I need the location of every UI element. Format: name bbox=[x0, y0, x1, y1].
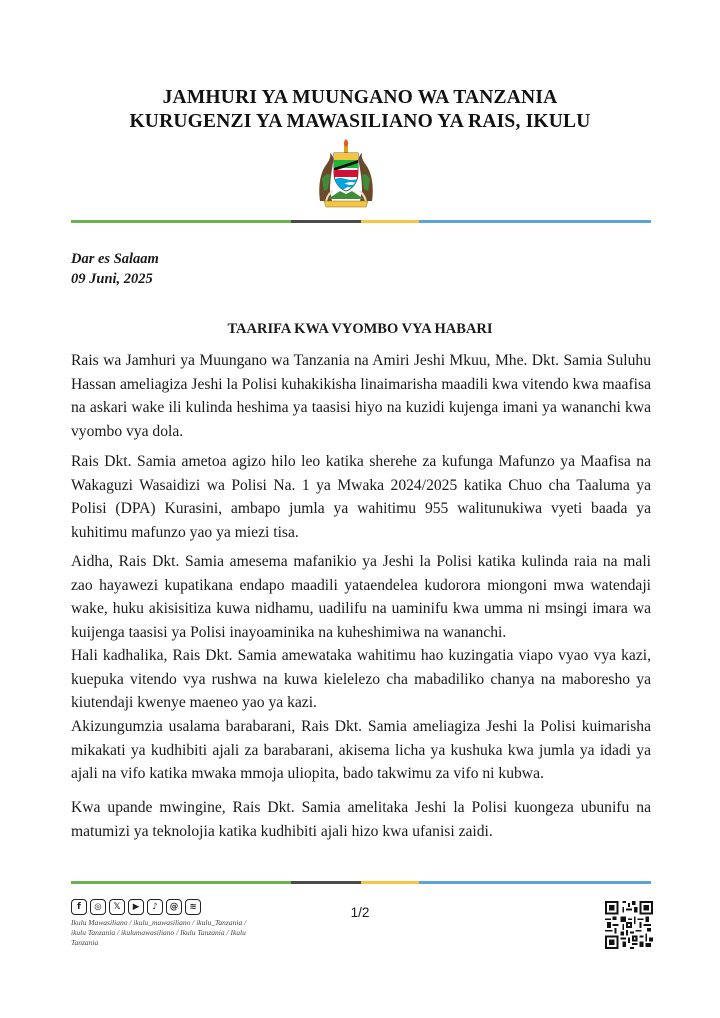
youtube-icon[interactable]: ▶ bbox=[128, 899, 144, 915]
paragraph: Kwa upande mwingine, Rais Dkt. Samia amelitaka Jeshi la Polisi kuongeza ubunifu na matumizi ya teknolojia katika kudhibiti ajali hizo kwa ufanisi zaidi. bbox=[71, 799, 651, 840]
date: 09 Juni, 2025 bbox=[71, 271, 153, 287]
divider-blue bbox=[419, 220, 651, 223]
coat-of-arms-icon bbox=[312, 139, 380, 209]
divider-green bbox=[71, 220, 291, 223]
paragraph: Rais wa Jamhuri ya Muungano wa Tanzania na Amiri Jeshi Mkuu, Mhe. Dkt. Samia Suluhu Hassan ameliagiza Jeshi la Polisi kuhakikisha linaimarisha maadili kwa vitendo kwa maafisa na askari wake ili kulinda heshima ya taasisi hiyo na kuzidi kujenga imani ya wananchi kwa vyombo vya dola. bbox=[71, 352, 651, 441]
divider-green bbox=[71, 881, 291, 884]
letterhead-line-1: JAMHURI YA MUUNGANO WA TANZANIA bbox=[162, 87, 558, 108]
qr-code-icon[interactable] bbox=[605, 901, 653, 949]
letterhead-line-2: KURUGENZI YA MAWASILIANO YA RAIS, IKULU bbox=[129, 111, 591, 132]
social-handles: Ikulu Mawasiliano / ikulu_mawasiliano / ikulu_Tanzania / ikulu Tanzania / ikulumawasiliano / Ikulu Tanzania / Ikulu Tanzania bbox=[71, 918, 247, 947]
threads-icon[interactable]: @ bbox=[166, 899, 182, 915]
divider-yellow bbox=[361, 881, 419, 884]
instagram-icon[interactable]: ◎ bbox=[90, 899, 106, 915]
facebook-icon[interactable]: f bbox=[71, 899, 87, 915]
x-icon[interactable]: 𝕏 bbox=[109, 899, 125, 915]
divider-blue bbox=[419, 881, 651, 884]
paragraph: Akizungumzia usalama barabarani, Rais Dkt. Samia ameliagiza Jeshi la Polisi kuimarisha mikakati ya kudhibiti ajali za barabarani, akisema licha ya kushuka kwa jumla ya idadi ya ajali na vifo katika mwaka mmoja uliopita, bado takwimu za vifo ni kubwa. bbox=[71, 718, 651, 783]
spotify-icon[interactable]: ≋ bbox=[185, 899, 201, 915]
paragraph: Rais Dkt. Samia ametoa agizo hilo leo katika sherehe za kufunga Mafunzo ya Maafisa na Wakaguzi Wasaidizi wa Polisi Na. 1 ya Mwaka 2024/2025 katika Chuo cha Taaluma ya Polisi (DPA) Kurasini, ambapo jumla ya wahitimu 955 walitunukiwa vyeti baada ya kuhitimu mafunzo yao ya miezi tisa. bbox=[71, 453, 651, 542]
place: Dar es Salaam bbox=[71, 251, 159, 267]
divider-black bbox=[291, 220, 361, 223]
page-number: 1/2 bbox=[350, 905, 370, 920]
divider-black bbox=[291, 881, 361, 884]
dateline bbox=[71, 249, 159, 289]
footer-divider bbox=[71, 881, 651, 884]
header-divider bbox=[71, 220, 651, 223]
letterhead bbox=[0, 86, 720, 134]
document-title: TAARIFA KWA VYOMBO VYA HABARI bbox=[227, 321, 493, 337]
paragraph: Aidha, Rais Dkt. Samia amesema mafanikio ya Jeshi la Polisi katika kulinda raia na mali zao hayawezi kupatikana endapo maadili yataendelea kudorora miongoni mwa watendaji wake, huku akisisitiza kuwa nidhamu, uadilifu na uaminifu kwa umma ni msingi imara wa kuijenga taasisi ya Polisi inayoaminika na kuheshimiwa na wananchi. bbox=[71, 553, 651, 642]
paragraph: Hali kadhalika, Rais Dkt. Samia amewataka wahitimu hao kuzingatia viapo vyao vya kazi, kuepuka vitendo vya rushwa na kuwa kielelezo cha mabadiliko chanya na maboresho ya kiutendaji kwenye maeneo yao ya kazi. bbox=[71, 647, 651, 712]
tiktok-icon[interactable]: ♪ bbox=[147, 899, 163, 915]
divider-yellow bbox=[361, 220, 419, 223]
